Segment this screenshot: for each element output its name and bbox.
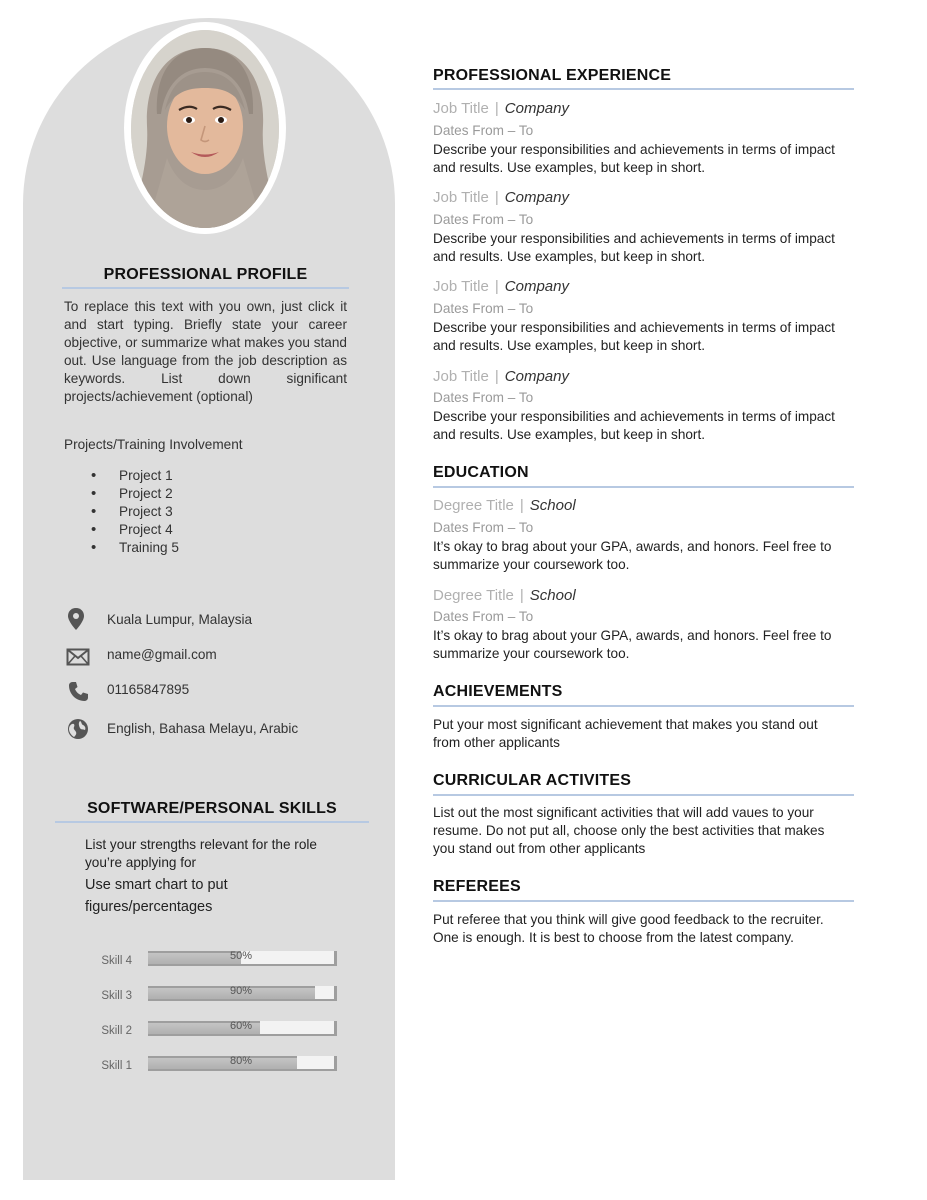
skill-label: Skill 2: [101, 1025, 132, 1037]
globe-icon: [66, 717, 90, 741]
job-dates: Dates From – To: [433, 390, 534, 405]
job-title: Job Title: [433, 189, 489, 206]
skill-percent-label: 60%: [229, 1020, 253, 1032]
skill-percent-label: 80%: [229, 1055, 253, 1067]
projects-heading: Projects/Training Involvement: [64, 437, 243, 452]
degree-title: Degree Title: [433, 497, 514, 514]
map-pin-icon: [64, 607, 88, 631]
skill-bar-track: [148, 1021, 337, 1036]
degree-title-line: [433, 497, 576, 514]
job-title-line: [433, 368, 569, 385]
list-item: • Training 5: [91, 539, 179, 557]
achievements-text: Put your most significant achievement that makes you stand out from other applicants: [433, 717, 818, 750]
education-heading: EDUCATION: [433, 464, 529, 481]
skill-bar-track: [148, 1056, 337, 1071]
curricular-heading-rule: [433, 794, 854, 796]
skill-label: Skill 4: [101, 955, 132, 967]
company-name: Company: [504, 189, 569, 206]
skills-heading: SOFTWARE/PERSONAL SKILLS: [87, 800, 337, 817]
referees-heading-rule: [433, 900, 854, 902]
education-heading-rule: [433, 486, 854, 488]
list-item: • Project 3: [91, 503, 179, 521]
skill-bar-track: [148, 951, 337, 966]
job-title-line: [433, 189, 569, 206]
job-title-line: [433, 278, 569, 295]
email-text: name@gmail.com: [107, 647, 217, 662]
portrait-image: [131, 30, 279, 228]
profile-heading: PROFESSIONAL PROFILE: [103, 266, 308, 283]
achievements-heading-rule: [433, 705, 854, 707]
job-title: Job Title: [433, 368, 489, 385]
projects-list: [91, 467, 179, 557]
job-title-line: [433, 100, 569, 117]
title-separator: |: [519, 587, 524, 604]
referees-text: Put referee that you think will give good feedback to the recruiter. One is enough. It is best to choose from the latest company.: [433, 912, 824, 945]
job-description: Describe your responsibilities and achievements in terms of impact and results. Use examples, but keep in short.: [433, 142, 835, 175]
referees-heading: REFEREES: [433, 878, 521, 895]
degree-title-line: [433, 587, 576, 604]
profile-text: To replace this text with you own, just click it and start typing. Briefly state your career objective, or summarize what makes you stand out. Use language from the job description as keywords. List down significant projects/achievement (optional): [64, 299, 347, 404]
experience-heading: PROFESSIONAL EXPERIENCE: [433, 67, 672, 84]
education-dates: Dates From – To: [433, 609, 534, 624]
school-name: School: [529, 587, 576, 604]
profile-photo: [131, 30, 279, 228]
education-description: It’s okay to brag about your GPA, awards, and honors. Feel free to summarize your coursework too.: [433, 628, 832, 661]
job-dates: Dates From – To: [433, 123, 534, 138]
education-dates: Dates From – To: [433, 520, 534, 535]
envelope-icon: [66, 645, 90, 669]
company-name: Company: [504, 368, 569, 385]
experience-heading-rule: [433, 88, 854, 90]
phone-text: 01165847895: [107, 682, 190, 697]
skill-percent-label: 50%: [229, 950, 253, 962]
skill-label: Skill 3: [101, 990, 132, 1002]
skills-chart-hint: Use smart chart to put figures/percentages: [85, 877, 228, 915]
school-name: School: [529, 497, 576, 514]
job-description: Describe your responsibilities and achievements in terms of impact and results. Use examples, but keep in short.: [433, 409, 835, 442]
job-description: Describe your responsibilities and achievements in terms of impact and results. Use examples, but keep in short.: [433, 320, 835, 353]
title-separator: |: [494, 100, 499, 117]
title-separator: |: [494, 368, 499, 385]
company-name: Company: [504, 278, 569, 295]
education-description: It’s okay to brag about your GPA, awards, and honors. Feel free to summarize your coursework too.: [433, 539, 832, 572]
title-separator: |: [494, 278, 499, 295]
curricular-heading: CURRICULAR ACTIVITES: [433, 772, 632, 789]
phone-icon: [66, 680, 90, 704]
skills-heading-rule: [55, 821, 369, 823]
skill-label: Skill 1: [101, 1060, 132, 1072]
job-title: Job Title: [433, 278, 489, 295]
list-item: • Project 2: [91, 485, 179, 503]
company-name: Company: [504, 100, 569, 117]
skills-description: List your strengths relevant for the role you’re applying for: [85, 837, 317, 870]
degree-title: Degree Title: [433, 587, 514, 604]
skill-percent-label: 90%: [229, 985, 253, 997]
job-dates: Dates From – To: [433, 212, 534, 227]
skill-bar-track: [148, 986, 337, 1001]
list-item: • Project 1: [91, 467, 179, 485]
title-separator: |: [519, 497, 524, 514]
profile-heading-rule: [62, 287, 349, 289]
list-item: • Project 4: [91, 521, 179, 539]
languages-text: English, Bahasa Melayu, Arabic: [107, 721, 299, 736]
job-title: Job Title: [433, 100, 489, 117]
curricular-text: List out the most significant activities that will add vaues to your resume. Do not put all, choose only the best activities that makes you stand out from other applicants: [433, 805, 825, 856]
job-dates: Dates From – To: [433, 301, 534, 316]
location-text: Kuala Lumpur, Malaysia: [107, 612, 253, 627]
title-separator: |: [494, 189, 499, 206]
achievements-heading: ACHIEVEMENTS: [433, 683, 563, 700]
job-description: Describe your responsibilities and achievements in terms of impact and results. Use examples, but keep in short.: [433, 231, 835, 264]
